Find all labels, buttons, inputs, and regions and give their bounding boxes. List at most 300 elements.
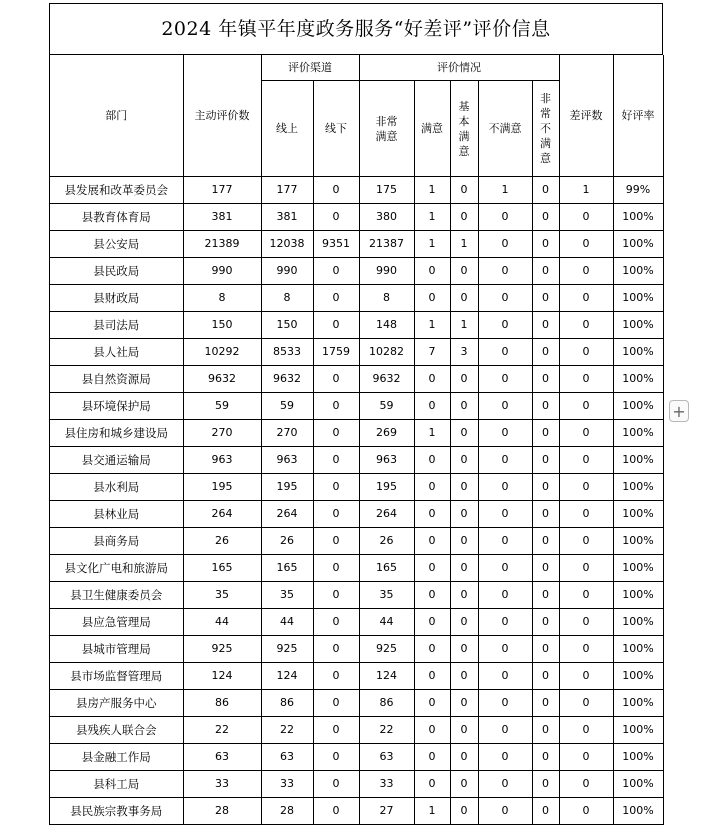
cell-offline: 0 (313, 285, 359, 312)
cell-offline: 0 (313, 636, 359, 663)
cell-very-unsatisfied: 0 (532, 582, 559, 609)
cell-dept: 县住房和城乡建设局 (50, 420, 183, 447)
cell-good-rate: 100% (613, 474, 663, 501)
cell-active-count: 8 (183, 285, 261, 312)
plus-icon: + (672, 402, 686, 421)
cell-online: 12038 (261, 231, 313, 258)
table-row (50, 582, 663, 609)
cell-good-rate: 100% (613, 798, 663, 825)
cell-active-count: 28 (183, 798, 261, 825)
cell-dept: 县人社局 (50, 339, 183, 366)
cell-dept: 县房产服务中心 (50, 690, 183, 717)
cell-dept: 县水利局 (50, 474, 183, 501)
cell-online: 264 (261, 501, 313, 528)
cell-basic-satisfied: 0 (450, 798, 478, 825)
cell-active-count: 990 (183, 258, 261, 285)
cell-active-count: 59 (183, 393, 261, 420)
cell-unsatisfied: 0 (478, 420, 532, 447)
cell-bad-count: 0 (559, 636, 613, 663)
cell-very-satisfied: 269 (359, 420, 414, 447)
header-satisfied: 满意 (414, 81, 450, 177)
header-active-count: 主动评价数 (183, 55, 261, 177)
cell-good-rate: 100% (613, 609, 663, 636)
cell-satisfied: 0 (414, 609, 450, 636)
cell-offline: 0 (313, 555, 359, 582)
cell-offline: 9351 (313, 231, 359, 258)
table-body (50, 177, 663, 825)
cell-dept: 县发展和改革委员会 (50, 177, 183, 204)
cell-active-count: 86 (183, 690, 261, 717)
cell-bad-count: 0 (559, 555, 613, 582)
cell-unsatisfied: 0 (478, 528, 532, 555)
table-row (50, 717, 663, 744)
cell-satisfied: 0 (414, 717, 450, 744)
cell-dept: 县商务局 (50, 528, 183, 555)
cell-bad-count: 1 (559, 177, 613, 204)
cell-very-unsatisfied: 0 (532, 717, 559, 744)
cell-satisfied: 0 (414, 690, 450, 717)
cell-very-satisfied: 195 (359, 474, 414, 501)
header-good-rate: 好评率 (613, 55, 663, 177)
cell-online: 165 (261, 555, 313, 582)
evaluation-sheet (49, 3, 663, 825)
cell-online: 59 (261, 393, 313, 420)
cell-good-rate: 100% (613, 285, 663, 312)
cell-active-count: 63 (183, 744, 261, 771)
table-header (50, 55, 663, 177)
cell-offline: 0 (313, 366, 359, 393)
cell-basic-satisfied: 0 (450, 609, 478, 636)
cell-basic-satisfied: 0 (450, 258, 478, 285)
cell-good-rate: 100% (613, 717, 663, 744)
cell-very-satisfied: 925 (359, 636, 414, 663)
cell-offline: 0 (313, 771, 359, 798)
table-row (50, 258, 663, 285)
cell-online: 28 (261, 798, 313, 825)
cell-very-unsatisfied: 0 (532, 609, 559, 636)
cell-unsatisfied: 0 (478, 663, 532, 690)
cell-online: 8 (261, 285, 313, 312)
cell-satisfied: 0 (414, 555, 450, 582)
cell-offline: 0 (313, 501, 359, 528)
cell-bad-count: 0 (559, 663, 613, 690)
cell-bad-count: 0 (559, 204, 613, 231)
header-very-satisfied: 非常满意 (359, 81, 414, 177)
header-very-unsatisfied: 非常不满意 (532, 81, 559, 177)
cell-online: 35 (261, 582, 313, 609)
cell-online: 150 (261, 312, 313, 339)
cell-online: 33 (261, 771, 313, 798)
page-title: 2024 年镇平年度政务服务“好差评”评价信息 (50, 4, 663, 55)
cell-very-satisfied: 63 (359, 744, 414, 771)
cell-unsatisfied: 0 (478, 744, 532, 771)
cell-good-rate: 100% (613, 258, 663, 285)
cell-very-unsatisfied: 0 (532, 204, 559, 231)
cell-dept: 县文化广电和旅游局 (50, 555, 183, 582)
cell-good-rate: 100% (613, 312, 663, 339)
cell-dept: 县卫生健康委员会 (50, 582, 183, 609)
header-offline: 线下 (313, 81, 359, 177)
cell-basic-satisfied: 0 (450, 501, 478, 528)
cell-active-count: 963 (183, 447, 261, 474)
table-row (50, 231, 663, 258)
cell-offline: 0 (313, 744, 359, 771)
cell-bad-count: 0 (559, 474, 613, 501)
cell-bad-count: 0 (559, 501, 613, 528)
cell-satisfied: 7 (414, 339, 450, 366)
cell-good-rate: 100% (613, 339, 663, 366)
cell-basic-satisfied: 0 (450, 771, 478, 798)
cell-active-count: 925 (183, 636, 261, 663)
cell-online: 963 (261, 447, 313, 474)
cell-bad-count: 0 (559, 771, 613, 798)
cell-basic-satisfied: 0 (450, 555, 478, 582)
cell-bad-count: 0 (559, 231, 613, 258)
cell-online: 8533 (261, 339, 313, 366)
cell-online: 195 (261, 474, 313, 501)
cell-very-satisfied: 264 (359, 501, 414, 528)
table-row (50, 663, 663, 690)
cell-offline: 0 (313, 582, 359, 609)
cell-offline: 0 (313, 474, 359, 501)
cell-good-rate: 100% (613, 690, 663, 717)
header-online: 线上 (261, 81, 313, 177)
cell-satisfied: 0 (414, 636, 450, 663)
cell-online: 26 (261, 528, 313, 555)
table-row (50, 204, 663, 231)
cell-bad-count: 0 (559, 744, 613, 771)
cell-satisfied: 0 (414, 258, 450, 285)
cell-basic-satisfied: 0 (450, 690, 478, 717)
cell-very-unsatisfied: 0 (532, 339, 559, 366)
cell-bad-count: 0 (559, 528, 613, 555)
cell-unsatisfied: 0 (478, 798, 532, 825)
table-row (50, 636, 663, 663)
cell-dept: 县交通运输局 (50, 447, 183, 474)
cell-unsatisfied: 0 (478, 717, 532, 744)
cell-good-rate: 100% (613, 636, 663, 663)
cell-good-rate: 100% (613, 771, 663, 798)
cell-very-satisfied: 22 (359, 717, 414, 744)
cell-good-rate: 100% (613, 231, 663, 258)
cell-very-satisfied: 10282 (359, 339, 414, 366)
cell-dept: 县应急管理局 (50, 609, 183, 636)
cell-unsatisfied: 0 (478, 609, 532, 636)
cell-basic-satisfied: 0 (450, 663, 478, 690)
cell-online: 270 (261, 420, 313, 447)
table-row (50, 420, 663, 447)
cell-active-count: 33 (183, 771, 261, 798)
cell-unsatisfied: 0 (478, 393, 532, 420)
cell-unsatisfied: 0 (478, 447, 532, 474)
cell-satisfied: 0 (414, 366, 450, 393)
cell-very-satisfied: 27 (359, 798, 414, 825)
cell-bad-count: 0 (559, 798, 613, 825)
cell-dept: 县金融工作局 (50, 744, 183, 771)
cell-bad-count: 0 (559, 447, 613, 474)
cell-unsatisfied: 0 (478, 258, 532, 285)
cell-unsatisfied: 0 (478, 771, 532, 798)
table-row (50, 528, 663, 555)
cell-basic-satisfied: 3 (450, 339, 478, 366)
cell-unsatisfied: 0 (478, 339, 532, 366)
cell-very-unsatisfied: 0 (532, 771, 559, 798)
cell-satisfied: 0 (414, 447, 450, 474)
cell-basic-satisfied: 0 (450, 528, 478, 555)
cell-bad-count: 0 (559, 690, 613, 717)
cell-very-satisfied: 44 (359, 609, 414, 636)
cell-very-satisfied: 59 (359, 393, 414, 420)
cell-good-rate: 100% (613, 447, 663, 474)
cell-basic-satisfied: 0 (450, 393, 478, 420)
cell-active-count: 195 (183, 474, 261, 501)
cell-satisfied: 1 (414, 177, 450, 204)
cell-very-satisfied: 175 (359, 177, 414, 204)
cell-very-unsatisfied: 0 (532, 501, 559, 528)
table-row (50, 177, 663, 204)
cell-satisfied: 1 (414, 420, 450, 447)
cell-basic-satisfied: 0 (450, 285, 478, 312)
cell-bad-count: 0 (559, 366, 613, 393)
cell-bad-count: 0 (559, 258, 613, 285)
cell-good-rate: 100% (613, 501, 663, 528)
cell-very-satisfied: 963 (359, 447, 414, 474)
cell-basic-satisfied: 0 (450, 636, 478, 663)
cell-online: 22 (261, 717, 313, 744)
cell-basic-satisfied: 0 (450, 582, 478, 609)
cell-online: 9632 (261, 366, 313, 393)
cell-active-count: 21389 (183, 231, 261, 258)
cell-active-count: 22 (183, 717, 261, 744)
cell-offline: 0 (313, 609, 359, 636)
cell-satisfied: 1 (414, 231, 450, 258)
cell-very-satisfied: 124 (359, 663, 414, 690)
table-row (50, 798, 663, 825)
cell-very-unsatisfied: 0 (532, 798, 559, 825)
cell-basic-satisfied: 0 (450, 717, 478, 744)
cell-active-count: 150 (183, 312, 261, 339)
cell-bad-count: 0 (559, 312, 613, 339)
cell-offline: 0 (313, 528, 359, 555)
cell-active-count: 10292 (183, 339, 261, 366)
cell-unsatisfied: 0 (478, 231, 532, 258)
cell-very-unsatisfied: 0 (532, 312, 559, 339)
cell-satisfied: 0 (414, 582, 450, 609)
cell-dept: 县民政局 (50, 258, 183, 285)
cell-unsatisfied: 0 (478, 366, 532, 393)
cell-very-unsatisfied: 0 (532, 420, 559, 447)
cell-offline: 0 (313, 312, 359, 339)
cell-offline: 0 (313, 204, 359, 231)
cell-active-count: 35 (183, 582, 261, 609)
cell-unsatisfied: 0 (478, 636, 532, 663)
cell-online: 86 (261, 690, 313, 717)
cell-very-unsatisfied: 0 (532, 744, 559, 771)
cell-active-count: 177 (183, 177, 261, 204)
cell-basic-satisfied: 0 (450, 447, 478, 474)
cell-online: 124 (261, 663, 313, 690)
cell-very-satisfied: 35 (359, 582, 414, 609)
cell-offline: 0 (313, 717, 359, 744)
cell-bad-count: 0 (559, 393, 613, 420)
header-basic-satisfied: 基本满意 (450, 81, 478, 177)
cell-dept: 县民族宗教事务局 (50, 798, 183, 825)
cell-very-satisfied: 148 (359, 312, 414, 339)
cell-unsatisfied: 0 (478, 474, 532, 501)
header-channel: 评价渠道 (261, 55, 359, 81)
cell-very-unsatisfied: 0 (532, 177, 559, 204)
cell-bad-count: 0 (559, 339, 613, 366)
cell-satisfied: 1 (414, 798, 450, 825)
cell-satisfied: 1 (414, 204, 450, 231)
cell-offline: 0 (313, 258, 359, 285)
cell-bad-count: 0 (559, 609, 613, 636)
cell-good-rate: 100% (613, 393, 663, 420)
cell-basic-satisfied: 0 (450, 366, 478, 393)
cell-dept: 县教育体育局 (50, 204, 183, 231)
cell-bad-count: 0 (559, 285, 613, 312)
cell-unsatisfied: 0 (478, 501, 532, 528)
table-row (50, 744, 663, 771)
cell-very-satisfied: 26 (359, 528, 414, 555)
cell-offline: 0 (313, 393, 359, 420)
cell-basic-satisfied: 1 (450, 231, 478, 258)
cell-very-unsatisfied: 0 (532, 393, 559, 420)
cell-offline: 0 (313, 690, 359, 717)
cell-dept: 县自然资源局 (50, 366, 183, 393)
cell-dept: 县司法局 (50, 312, 183, 339)
cell-good-rate: 100% (613, 582, 663, 609)
cell-unsatisfied: 1 (478, 177, 532, 204)
cell-online: 63 (261, 744, 313, 771)
header-situation: 评价情况 (359, 55, 559, 81)
cell-basic-satisfied: 0 (450, 744, 478, 771)
cell-unsatisfied: 0 (478, 555, 532, 582)
cell-very-satisfied: 380 (359, 204, 414, 231)
cell-active-count: 9632 (183, 366, 261, 393)
cell-offline: 0 (313, 798, 359, 825)
cell-good-rate: 100% (613, 366, 663, 393)
cell-good-rate: 99% (613, 177, 663, 204)
table-row (50, 393, 663, 420)
cell-active-count: 264 (183, 501, 261, 528)
cell-good-rate: 100% (613, 744, 663, 771)
cell-very-satisfied: 990 (359, 258, 414, 285)
cell-dept: 县城市管理局 (50, 636, 183, 663)
cell-bad-count: 0 (559, 582, 613, 609)
table-row (50, 474, 663, 501)
cell-very-satisfied: 33 (359, 771, 414, 798)
cell-good-rate: 100% (613, 663, 663, 690)
cell-good-rate: 100% (613, 555, 663, 582)
cell-unsatisfied: 0 (478, 285, 532, 312)
table-row (50, 690, 663, 717)
cell-satisfied: 0 (414, 501, 450, 528)
cell-active-count: 26 (183, 528, 261, 555)
cell-satisfied: 0 (414, 474, 450, 501)
cell-dept: 县市场监督管理局 (50, 663, 183, 690)
cell-very-unsatisfied: 0 (532, 447, 559, 474)
cell-good-rate: 100% (613, 204, 663, 231)
cell-active-count: 270 (183, 420, 261, 447)
table-row (50, 339, 663, 366)
cell-satisfied: 0 (414, 744, 450, 771)
cell-satisfied: 1 (414, 312, 450, 339)
cell-very-unsatisfied: 0 (532, 690, 559, 717)
cell-very-unsatisfied: 0 (532, 258, 559, 285)
cell-online: 177 (261, 177, 313, 204)
header-bad-count: 差评数 (559, 55, 613, 177)
cell-satisfied: 0 (414, 771, 450, 798)
cell-unsatisfied: 0 (478, 582, 532, 609)
cell-very-satisfied: 9632 (359, 366, 414, 393)
cell-very-unsatisfied: 0 (532, 636, 559, 663)
cell-offline: 0 (313, 177, 359, 204)
cell-basic-satisfied: 0 (450, 204, 478, 231)
table-row (50, 312, 663, 339)
cell-offline: 1759 (313, 339, 359, 366)
cell-good-rate: 100% (613, 420, 663, 447)
cell-online: 925 (261, 636, 313, 663)
cell-basic-satisfied: 0 (450, 177, 478, 204)
table-row (50, 771, 663, 798)
cell-very-unsatisfied: 0 (532, 528, 559, 555)
cell-offline: 0 (313, 663, 359, 690)
cell-very-satisfied: 8 (359, 285, 414, 312)
cell-very-unsatisfied: 0 (532, 474, 559, 501)
cell-bad-count: 0 (559, 717, 613, 744)
cell-satisfied: 0 (414, 663, 450, 690)
cell-dept: 县林业局 (50, 501, 183, 528)
header-unsatisfied: 不满意 (478, 81, 532, 177)
add-button[interactable] (669, 400, 689, 422)
cell-very-unsatisfied: 0 (532, 285, 559, 312)
cell-active-count: 165 (183, 555, 261, 582)
cell-unsatisfied: 0 (478, 312, 532, 339)
table-row (50, 501, 663, 528)
table-row (50, 366, 663, 393)
cell-very-unsatisfied: 0 (532, 366, 559, 393)
cell-online: 381 (261, 204, 313, 231)
cell-very-satisfied: 86 (359, 690, 414, 717)
cell-dept: 县环境保护局 (50, 393, 183, 420)
table-row (50, 555, 663, 582)
table-row (50, 609, 663, 636)
cell-very-satisfied: 165 (359, 555, 414, 582)
cell-basic-satisfied: 1 (450, 312, 478, 339)
cell-unsatisfied: 0 (478, 690, 532, 717)
cell-very-unsatisfied: 0 (532, 231, 559, 258)
cell-active-count: 381 (183, 204, 261, 231)
cell-online: 44 (261, 609, 313, 636)
cell-bad-count: 0 (559, 420, 613, 447)
cell-dept: 县财政局 (50, 285, 183, 312)
cell-basic-satisfied: 0 (450, 474, 478, 501)
cell-active-count: 124 (183, 663, 261, 690)
table-row (50, 447, 663, 474)
cell-unsatisfied: 0 (478, 204, 532, 231)
cell-dept: 县科工局 (50, 771, 183, 798)
cell-basic-satisfied: 0 (450, 420, 478, 447)
cell-offline: 0 (313, 420, 359, 447)
cell-satisfied: 0 (414, 528, 450, 555)
cell-very-unsatisfied: 0 (532, 663, 559, 690)
cell-very-unsatisfied: 0 (532, 555, 559, 582)
cell-satisfied: 0 (414, 393, 450, 420)
cell-dept: 县残疾人联合会 (50, 717, 183, 744)
cell-offline: 0 (313, 447, 359, 474)
cell-very-satisfied: 21387 (359, 231, 414, 258)
